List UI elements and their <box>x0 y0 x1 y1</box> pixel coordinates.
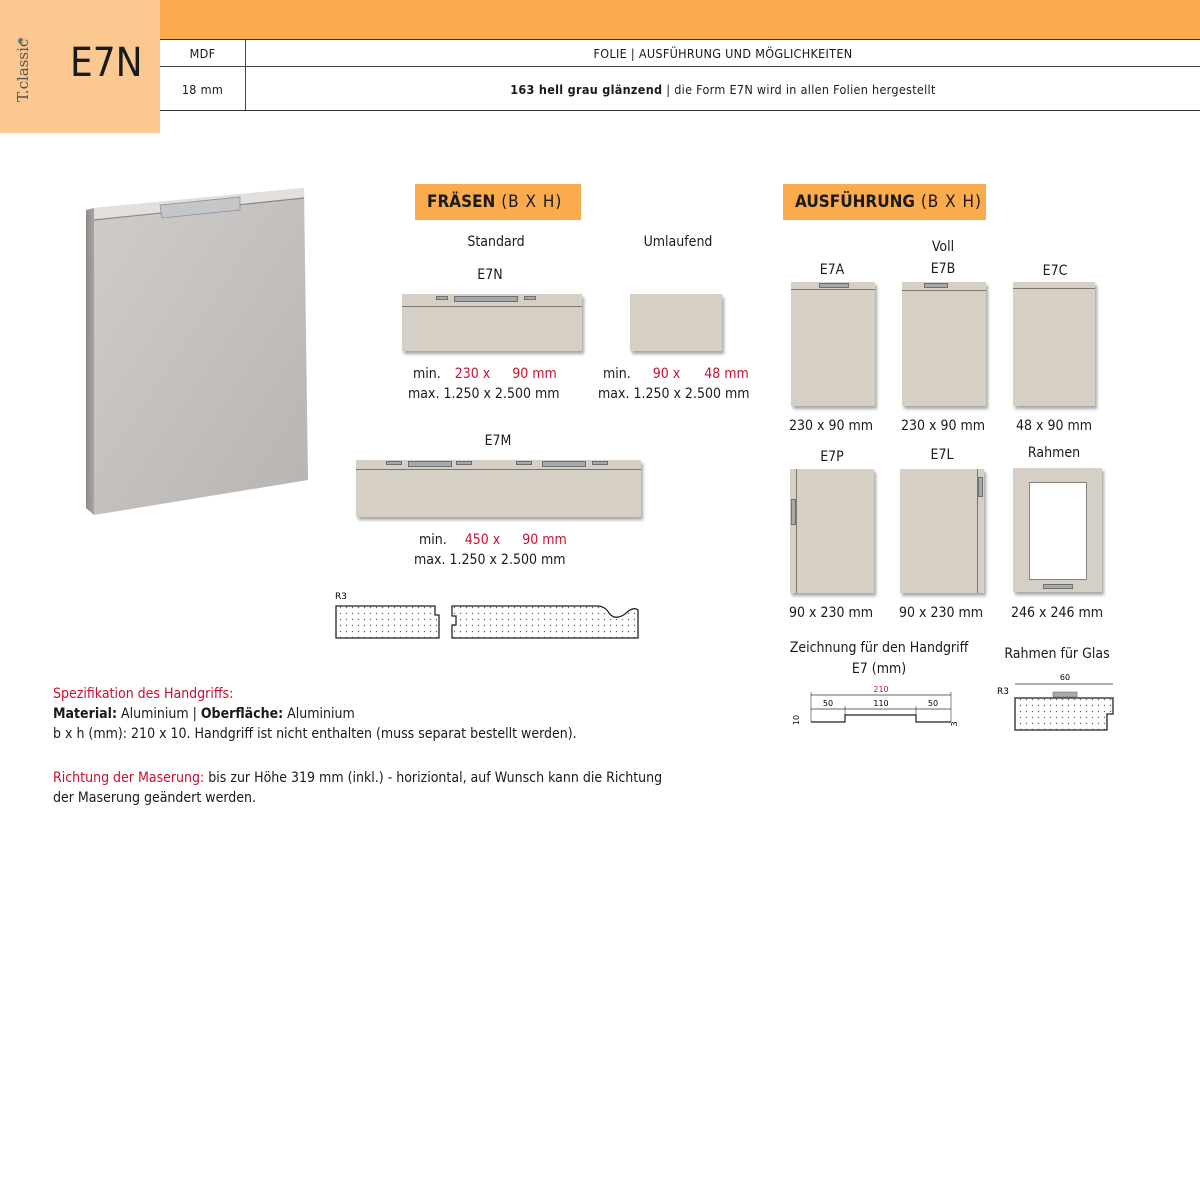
e7m-min-width: 450 x <box>464 532 501 548</box>
umlaufend-min-prefix: min. <box>603 366 631 382</box>
e7m-groove <box>356 469 641 470</box>
e7a-size: 230 x 90 mm <box>788 418 874 434</box>
e7n-handle-end-icon <box>524 296 536 300</box>
glass-frame-profile-drawing <box>995 668 1117 734</box>
rahmen-label: Rahmen <box>1027 445 1081 461</box>
col-folie-header: FOLIE | AUSFÜHRUNG UND MÖGLICHKEITEN <box>593 46 853 61</box>
standard-label: Standard <box>467 234 525 250</box>
umlaufend-panel <box>630 294 722 351</box>
spec-surface-value: Aluminium <box>283 706 355 722</box>
e7a-handle-icon <box>819 283 849 288</box>
e7a-groove <box>791 289 875 290</box>
e7a-label: E7A <box>819 262 845 278</box>
ausfuehrung-title-text: AUSFÜHRUNG <box>795 192 915 212</box>
profile-left-part <box>336 606 439 638</box>
e7b-groove <box>902 290 986 291</box>
e7n-groove <box>402 306 582 307</box>
spec-material-line <box>53 704 662 724</box>
e7b-handle-icon <box>924 283 948 288</box>
finish-note: | die Form E7N wird in allen Folien hergestellt <box>662 82 936 97</box>
e7m-max: max. 1.250 x 2.500 mm <box>414 552 566 568</box>
e7c-label: E7C <box>1042 263 1068 279</box>
voll-label: Voll <box>931 239 955 255</box>
profile-cross-section-drawing <box>333 588 643 644</box>
e7l-handle-icon <box>978 477 983 497</box>
fraesen-title <box>415 184 581 220</box>
e7b-size: 230 x 90 mm <box>900 418 986 434</box>
spec-heading: Spezifikation des Handgriffs: <box>53 686 234 702</box>
e7m-handle-end-icon <box>592 461 608 465</box>
handle-dim-height: 10 <box>792 714 801 726</box>
e7c-groove <box>1013 288 1095 289</box>
finish-description <box>246 82 1200 97</box>
e7p-panel <box>790 469 874 593</box>
e7p-size: 90 x 230 mm <box>788 605 874 621</box>
glass-frame-width-label: 60 <box>1059 673 1071 682</box>
handle-dim-middle: 110 <box>873 699 889 708</box>
e7m-label: E7M <box>484 433 512 449</box>
fraesen-title-sub: (B X H) <box>495 192 563 212</box>
umlaufend-min <box>603 366 749 382</box>
header-accent-bar <box>160 0 1200 39</box>
spec-material-value: Aluminium | <box>116 706 201 722</box>
glass-frame-title: Rahmen für Glas <box>1004 646 1110 662</box>
spec-grain-line-2: der Maserung geändert werden. <box>53 790 256 806</box>
e7m-handle-left-icon <box>408 461 452 467</box>
e7m-handle-right-icon <box>542 461 586 467</box>
door-edge <box>86 208 94 515</box>
e7b-panel <box>902 282 986 406</box>
umlaufend-label: Umlaufend <box>643 234 713 250</box>
umlaufend-max: max. 1.250 x 2.500 mm <box>598 386 750 402</box>
e7n-handle-end-icon <box>436 296 448 300</box>
e7m-min-prefix: min. <box>419 532 447 548</box>
e7m-handle-end-icon <box>386 461 402 465</box>
e7l-size: 90 x 230 mm <box>898 605 984 621</box>
handle-profile-outline <box>811 715 951 722</box>
brand-name: T.classic <box>14 38 32 102</box>
e7c-size: 48 x 90 mm <box>1015 418 1093 434</box>
spec-grain-label: Richtung der Maserung: <box>53 770 205 786</box>
e7a-panel <box>791 282 875 406</box>
handle-dim-total: 210 <box>873 685 889 694</box>
e7p-handle-icon <box>791 499 796 525</box>
e7n-handle-icon <box>454 296 518 302</box>
e7n-max: max. 1.250 x 2.500 mm <box>408 386 560 402</box>
glass-frame-radius-label: R3 <box>997 687 1009 697</box>
handle-dimension-drawing <box>793 682 963 730</box>
handle-dim-right: 50 <box>927 699 939 708</box>
door-front-illustration <box>80 180 320 520</box>
handle-dim-left: 50 <box>822 699 834 708</box>
spec-material-label: Material: <box>53 706 117 722</box>
e7m-handle-end-icon <box>516 461 532 465</box>
brand-logo <box>6 28 40 108</box>
thickness-value: 18 mm <box>181 82 224 97</box>
e7n-min-prefix: min. <box>413 366 441 382</box>
e7m-min <box>419 532 567 548</box>
finish-name: 163 hell grau glänzend <box>510 82 663 97</box>
spec-size-line: b x h (mm): 210 x 10. Handgriff ist nicht enthalten (muss separat bestellt werden). <box>53 726 577 742</box>
col-material-header: MDF <box>189 46 216 61</box>
e7n-min <box>413 366 557 382</box>
profile-radius-label: R3 <box>335 592 347 602</box>
umlaufend-min-height: 48 mm <box>704 366 749 382</box>
glass-frame-handle-icon <box>1053 692 1077 697</box>
e7n-min-width: 230 x <box>454 366 491 382</box>
ausfuehrung-title-sub: (B X H) <box>914 192 982 212</box>
handle-drawing-title-2: E7 (mm) <box>851 661 907 677</box>
spec-spacer <box>53 744 662 768</box>
umlaufend-min-width: 90 x <box>652 366 681 382</box>
e7b-label: E7B <box>930 261 956 277</box>
ausfuehrung-title <box>783 184 986 220</box>
glass-frame-profile <box>1015 698 1113 730</box>
e7n-min-height: 90 mm <box>512 366 557 382</box>
e7n-panel <box>402 294 582 351</box>
e7l-panel <box>900 469 984 593</box>
e7m-handle-end-icon <box>456 461 472 465</box>
door-face <box>94 188 308 515</box>
spec-table <box>160 39 1200 111</box>
spec-grain-text-1: bis zur Höhe 319 mm (inkl.) - horiziontal, auf Wunsch kann die Richtung <box>204 770 663 786</box>
spec-block <box>53 684 662 808</box>
e7c-panel <box>1013 282 1095 406</box>
rahmen-size: 246 x 246 mm <box>1010 605 1104 621</box>
e7m-panel <box>356 460 641 517</box>
spec-grain-line <box>53 768 662 788</box>
e7p-groove <box>796 469 797 593</box>
profile-right-part <box>452 606 638 638</box>
e7m-min-height: 90 mm <box>522 532 567 548</box>
rahmen-panel <box>1013 468 1102 592</box>
handle-drawing-title-1: Zeichnung für den Handgriff <box>789 640 969 656</box>
e7n-label: E7N <box>477 267 503 283</box>
fraesen-title-text: FRÄSEN <box>427 192 496 212</box>
spec-surface-label: Oberfläche: <box>200 706 284 722</box>
e7p-label: E7P <box>820 449 844 465</box>
rahmen-glass-opening <box>1029 482 1087 580</box>
rahmen-handle-icon <box>1043 584 1073 589</box>
handle-dim-depth: 3 <box>950 721 959 727</box>
model-code: E7N <box>70 40 143 86</box>
e7l-label: E7L <box>930 447 954 463</box>
